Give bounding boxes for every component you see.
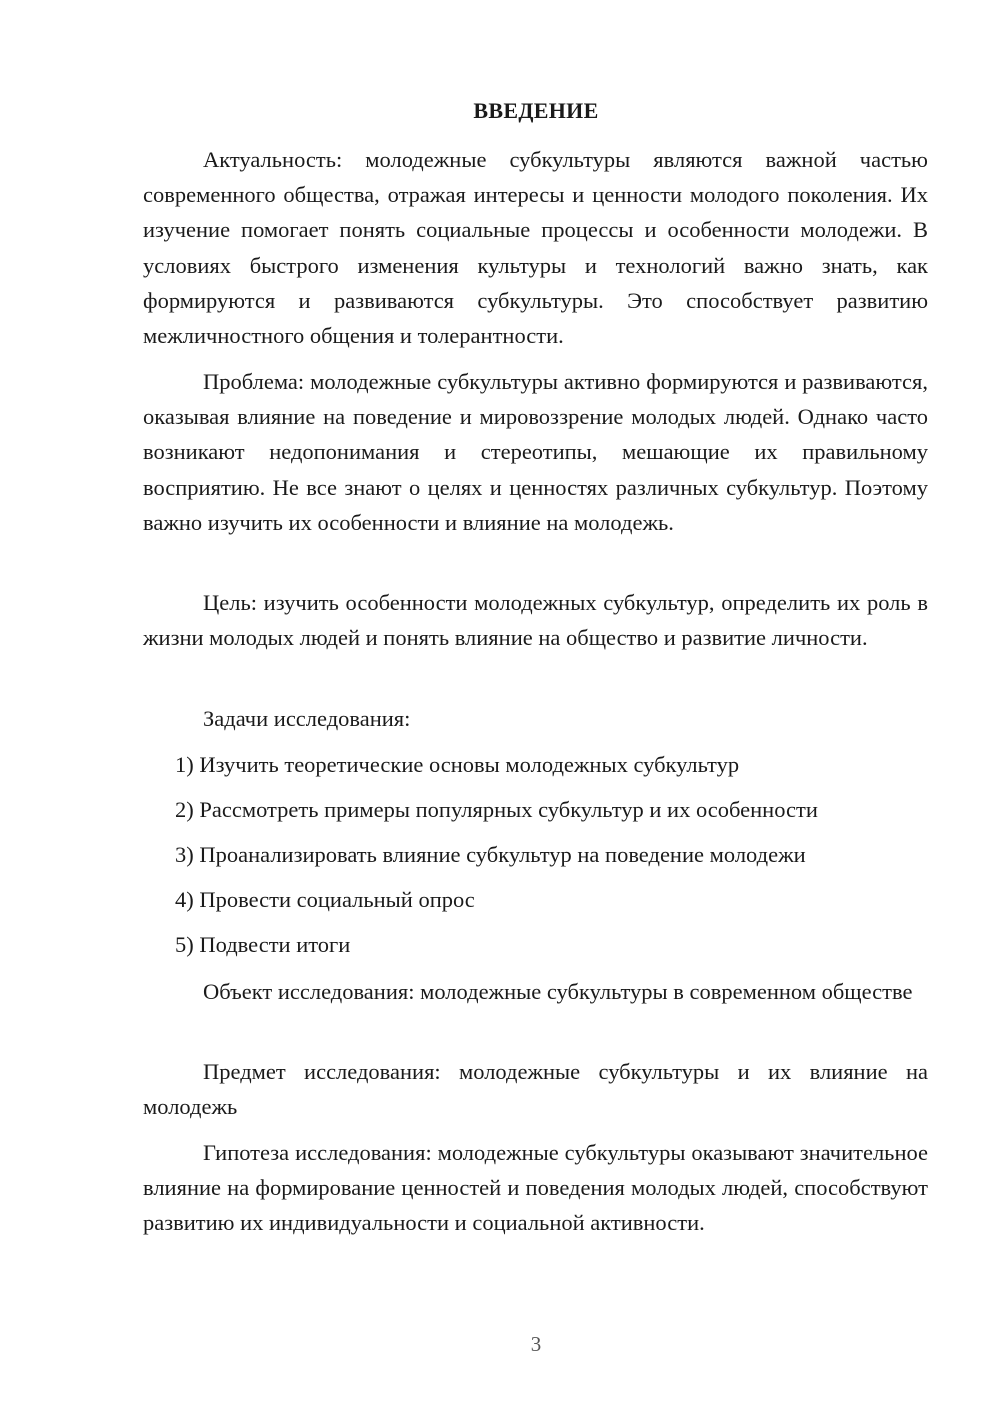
task-item-5: 5) Подвести итоги bbox=[175, 932, 351, 957]
goal-paragraph-block bbox=[143, 585, 928, 655]
hypothesis-paragraph: Гипотеза исследования: молодежные субкультуры оказывают значительное влияние на формирование ценностей и поведения молодых людей, способствуют развитию их индивидуальности и социальной активности. bbox=[143, 1140, 928, 1236]
task-item-4: 4) Провести социальный опрос bbox=[175, 887, 475, 912]
goal-paragraph: Цель: изучить особенности молодежных субкультур, определить их роль в жизни молодых людей и понять влияние на общество и развитие личности. bbox=[143, 590, 928, 651]
object-paragraph-block bbox=[143, 974, 928, 1009]
subject-paragraph-block bbox=[143, 1054, 928, 1124]
tasks-label: Задачи исследования: bbox=[203, 706, 411, 731]
hypothesis-paragraph-block bbox=[143, 1135, 928, 1241]
relevance-paragraph-block bbox=[143, 142, 928, 353]
task-item-2: 2) Рассмотреть примеры популярных субкультур и их особенности bbox=[175, 797, 818, 822]
relevance-paragraph: Актуальность: молодежные субкультуры являются важной частью современного общества, отражая интересы и ценности молодого поколения. Их изучение помогает понять социальные процессы и особенности молодежи. В условиях быстрого изменения культуры и технологий важно знать, как формируются и развиваются субкультуры. Это способствует развитию межличностного общения и толерантности. bbox=[143, 147, 928, 349]
page-title: ВВЕДЕНИЕ bbox=[473, 98, 599, 123]
subject-paragraph: Предмет исследования: молодежные субкультуры и их влияние на молодежь bbox=[143, 1059, 928, 1120]
problem-paragraph-block bbox=[143, 364, 928, 540]
page-number: 3 bbox=[530, 1332, 542, 1356]
task-item-1: 1) Изучить теоретические основы молодежных субкультур bbox=[175, 752, 740, 777]
problem-paragraph: Проблема: молодежные субкультуры активно формируются и развиваются, оказывая влияние на поведение и мировоззрение молодых людей. Однако часто возникают недопонимания и стереотипы, мешающие их правильному восприятию. Не все знают о целях и ценностях различных субкультур. Поэтому важно изучить их особенности и влияние на молодежь. bbox=[143, 369, 928, 535]
task-item-3: 3) Проанализировать влияние субкультур на поведение молодежи bbox=[175, 842, 806, 867]
object-paragraph: Объект исследования: молодежные субкультуры в современном обществе bbox=[203, 979, 913, 1004]
